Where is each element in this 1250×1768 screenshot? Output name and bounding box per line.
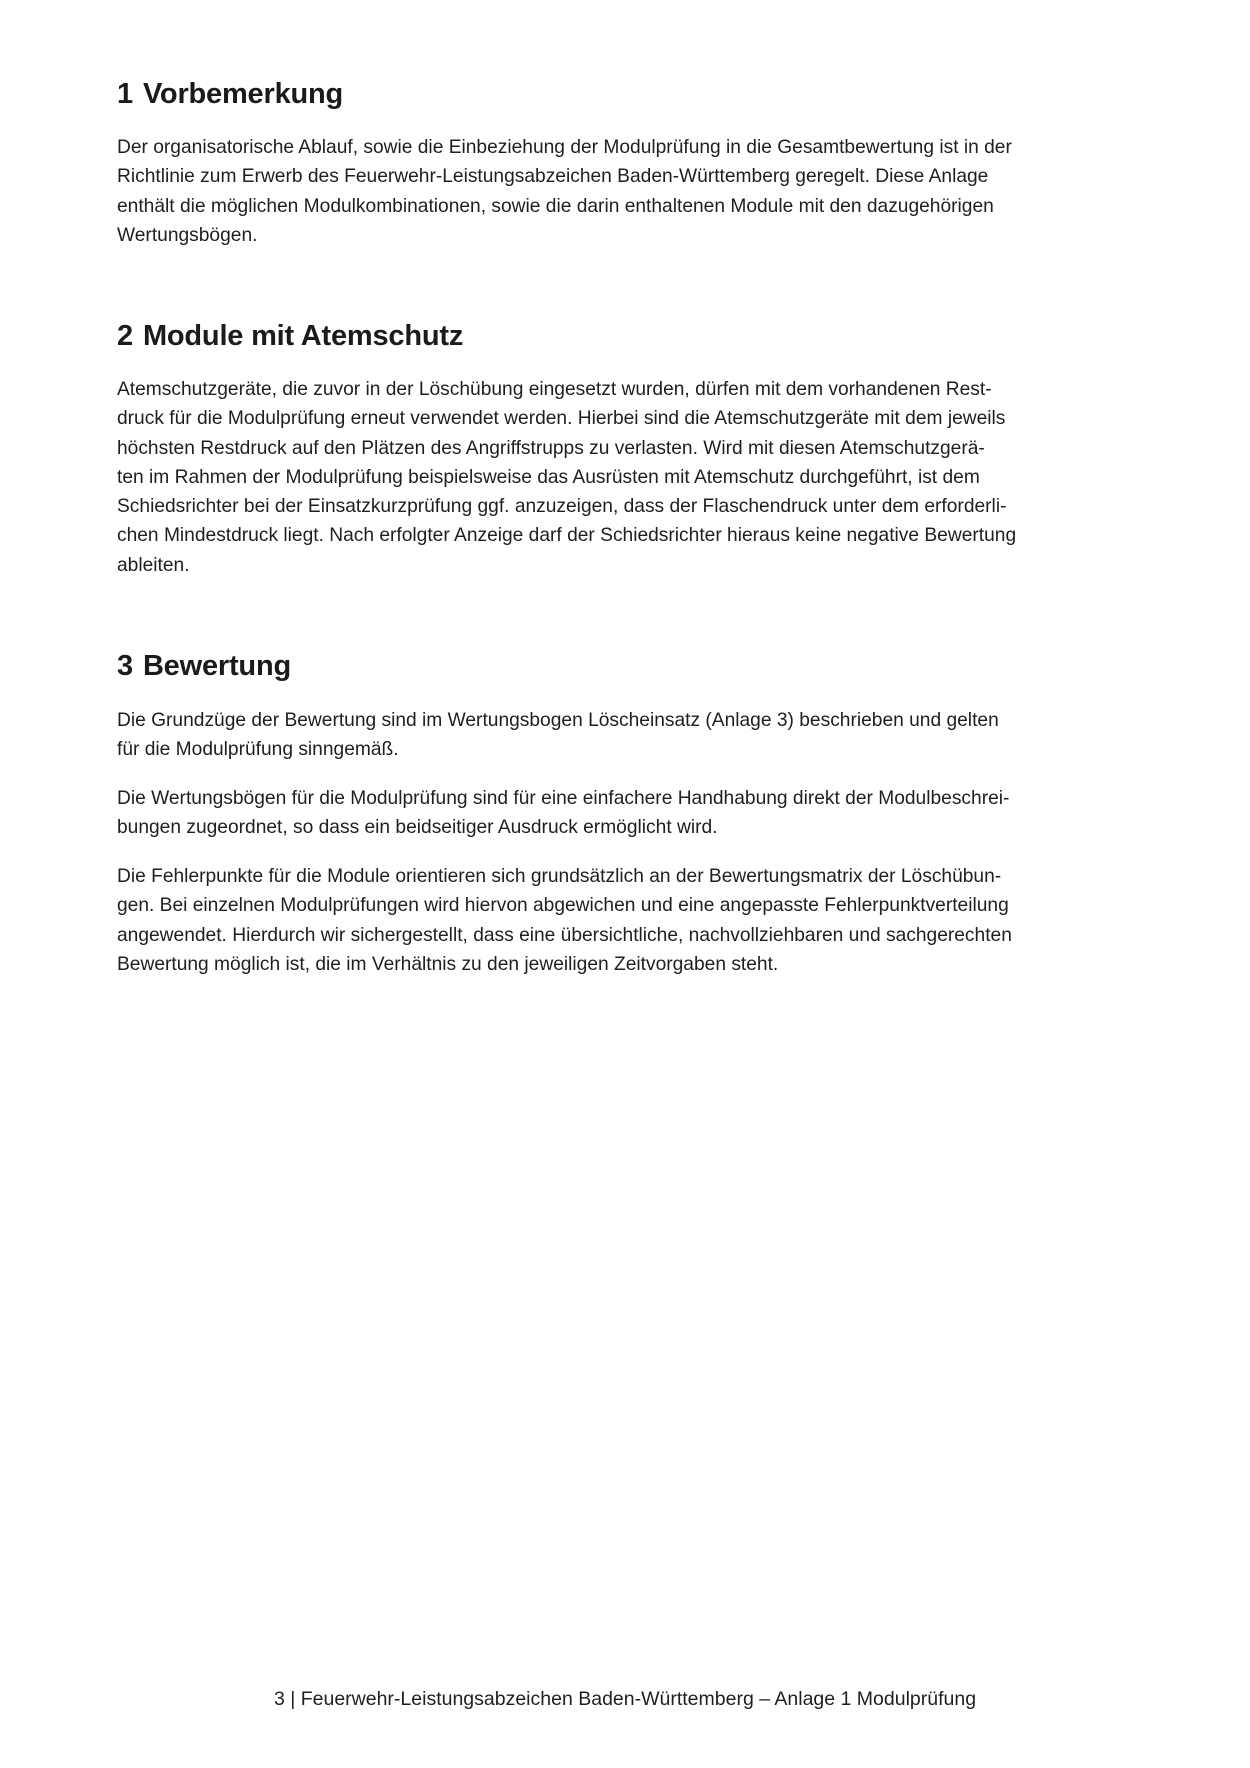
text-line: Richtlinie zum Erwerb des Feuerwehr-Leistungsabzeichen Baden-Württemberg geregelt. Diese Anlage (117, 166, 989, 188)
section-heading-module-mit-atemschutz (117, 320, 463, 353)
text-line: Der organisatorische Ablauf, sowie die Einbeziehung der Modulprüfung in die Gesamtbewertung ist in der (117, 137, 1012, 158)
text-line: enthält die möglichen Modulkombinationen, sowie die darin enthaltenen Module mit den dazugehörigen (117, 195, 994, 217)
paragraph (117, 706, 1137, 765)
text-line: bungen zugeordnet, so dass ein beidseitiger Ausdruck ermöglicht wird. (117, 817, 718, 839)
text-line: chen Mindestdruck liegt. Nach erfolgter Anzeige darf der Schiedsrichter hieraus keine negative Bewertung (117, 525, 1017, 547)
text-line: für die Modulprüfung sinngemäß. (117, 739, 399, 761)
footer-text: Feuerwehr-Leistungsabzeichen Baden-Württemberg – Anlage 1 Modulprüfung (300, 1688, 977, 1710)
text-line: angewendet. Hierdurch wir sichergestellt, dass eine übersichtliche, nachvollziehbaren und sachgerechten (117, 924, 1012, 946)
paragraph (117, 862, 1137, 979)
text-line: druck für die Modulprüfung erneut verwendet werden. Hierbei sind die Atemschutzgeräte mit dem jeweils (117, 408, 1006, 430)
section-number: 3 (117, 650, 133, 682)
text-line: Bewertung möglich ist, die im Verhältnis zu den jeweiligen Zeitvorgaben steht. (117, 953, 779, 975)
section-title: Bewertung (142, 650, 291, 682)
section-title: Vorbemerkung (142, 78, 344, 110)
text-line: Die Fehlerpunkte für die Module orientieren sich grundsätzlich an der Bewertungsmatrix der Löschübun- (117, 866, 1002, 887)
text-line: ableiten. (117, 554, 190, 576)
text-line: gen. Bei einzelnen Modulprüfungen wird hiervon abgewichen und eine angepasste Fehlerpunktverteilung (117, 895, 1009, 917)
text-line: Die Grundzüge der Bewertung sind im Wertungsbogen Löscheinsatz (Anlage 3) beschrieben und gelten (117, 710, 999, 731)
section-heading-vorbemerkung (117, 78, 343, 111)
text-line: Schiedsrichter bei der Einsatzkurzprüfung ggf. anzuzeigen, dass der Flaschendruck unter dem erforderli- (117, 496, 1007, 518)
page-footer (0, 1688, 1250, 1711)
text-line: ten im Rahmen der Modulprüfung beispielsweise das Ausrüsten mit Atemschutz durchgeführt, ist dem (117, 466, 980, 488)
section-heading-bewertung (117, 650, 291, 683)
text-line: Die Wertungsbögen für die Modulprüfung sind für eine einfachere Handhabung direkt der Modulbeschrei- (117, 788, 1010, 809)
page-number: 3 (273, 1688, 285, 1710)
footer-separator: | (290, 1688, 296, 1710)
paragraph (117, 133, 1137, 250)
text-line: Wertungsbögen. (117, 224, 258, 246)
paragraph (117, 784, 1137, 843)
text-line: Atemschutzgeräte, die zuvor in der Löschübung eingesetzt wurden, dürfen mit dem vorhandenen Rest- (117, 379, 992, 400)
section-number: 1 (117, 78, 133, 110)
section-title: Module mit Atemschutz (142, 320, 464, 352)
paragraph (117, 375, 1137, 580)
text-line: höchsten Restdruck auf den Plätzen des Angriffstrupps zu verlasten. Wird mit diesen Atemschutzgerä- (117, 437, 985, 459)
section-number: 2 (117, 320, 133, 352)
